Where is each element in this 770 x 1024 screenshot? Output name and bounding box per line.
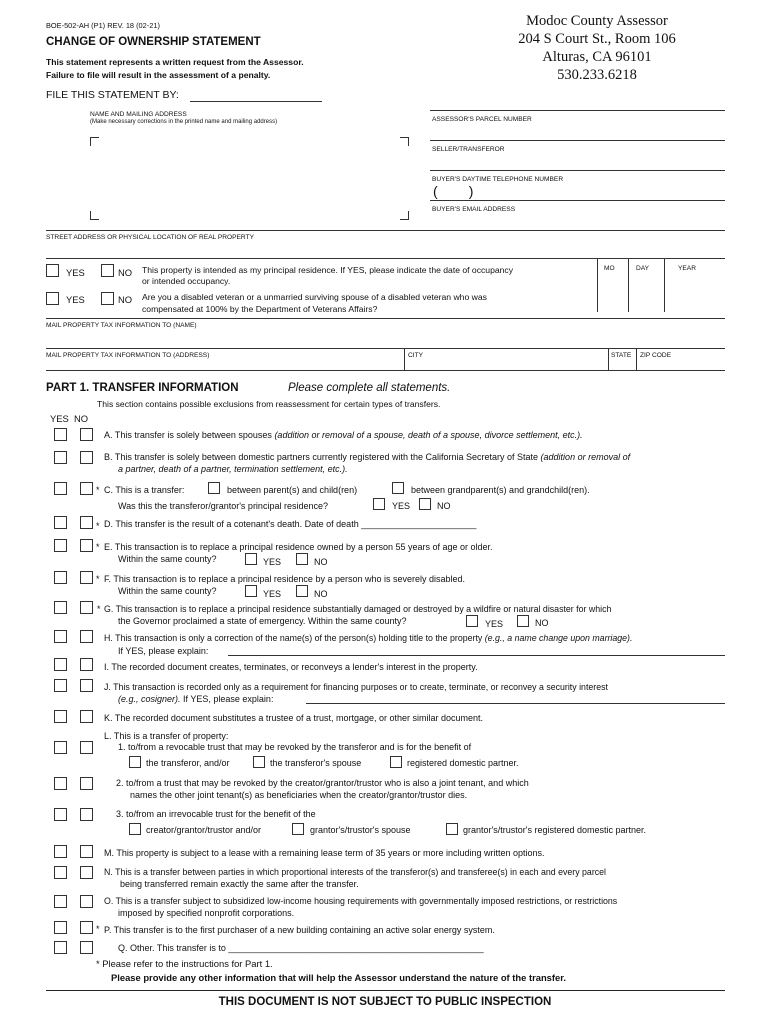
item-n-text: N. This is a transfer between parties in which proportional interests of the transferor(s) and transferee(s) in each and every parcel — [104, 867, 606, 877]
f-county-no-checkbox[interactable] — [296, 585, 308, 597]
item-p-star: * — [96, 924, 100, 934]
veteran-yes-label: YES — [66, 294, 85, 305]
part1-heading: PART 1. TRANSFER INFORMATION — [46, 382, 239, 394]
item-d-no-checkbox[interactable] — [80, 516, 93, 529]
item-f-no-checkbox[interactable] — [80, 571, 93, 584]
occupancy-year-label: YEAR — [678, 265, 696, 272]
item-j-no-checkbox[interactable] — [80, 679, 93, 692]
item-g-yes-checkbox[interactable] — [54, 601, 67, 614]
veteran-no-label: NO — [118, 294, 133, 305]
c-residence-no-checkbox[interactable] — [419, 498, 431, 510]
f-county-question: Within the same county? — [118, 586, 217, 596]
street-location-label: STREET ADDRESS OR PHYSICAL LOCATION OF REAL PROPERTY — [46, 234, 254, 241]
item-q-text: Q. Other. This transfer is to ___________________________________________________ — [118, 943, 484, 953]
c-residence-yes-checkbox[interactable] — [373, 498, 385, 510]
footer-notice: THIS DOCUMENT IS NOT SUBJECT TO PUBLIC INSPECTION — [218, 996, 552, 1008]
f-county-yes-label: YES — [263, 589, 282, 599]
c-residence-yes-label: YES — [392, 501, 411, 511]
g-county-no-label: NO — [535, 618, 549, 628]
residence-yes-checkbox[interactable] — [46, 264, 59, 277]
veteran-question-2: compensated at 100% by the Department of Veterans Affairs? — [142, 304, 378, 314]
mail-address-label: MAIL PROPERTY TAX INFORMATION TO (ADDRESS) — [46, 352, 210, 359]
item-l-text: L. This is a transfer of property: — [104, 731, 229, 741]
item-h-no-checkbox[interactable] — [80, 630, 93, 643]
yes-no-header: YES NO — [50, 413, 89, 424]
zip-label: ZIP CODE — [640, 352, 672, 359]
notice-line-1: This statement represents a written request from the Assessor. — [46, 57, 304, 67]
l3-creator-checkbox[interactable] — [129, 823, 141, 835]
l3-partner-label: grantor's/trustor's registered domestic partner. — [463, 825, 647, 835]
item-c-text: C. This is a transfer: — [104, 485, 185, 495]
f-county-yes-checkbox[interactable] — [245, 585, 257, 597]
assessor-street: 204 S Court St., Room 106 — [518, 31, 676, 47]
item-l2-yes-checkbox[interactable] — [54, 777, 67, 790]
item-e-no-checkbox[interactable] — [80, 539, 93, 552]
occupancy-month-label: MO — [604, 265, 615, 272]
e-county-no-label: NO — [314, 557, 328, 567]
c-parent-child-checkbox[interactable] — [208, 482, 220, 494]
item-i-text: I. The recorded document creates, terminates, or reconveys a lender's interest in the property. — [104, 662, 478, 672]
item-n-yes-checkbox[interactable] — [54, 866, 67, 879]
item-m-text: M. This property is subject to a lease with a remaining lease term of 35 years or more including written options. — [104, 848, 545, 858]
item-q-no-checkbox[interactable] — [80, 941, 93, 954]
c-residence-no-label: NO — [437, 501, 451, 511]
item-o-text: O. This is a transfer subject to subsidized low-income housing requirements with governmentally imposed restrictions, or restrictions — [104, 896, 618, 906]
name-mailing-note: (Make necessary corrections in the printed name and mailing address) — [90, 119, 278, 125]
phone-label: BUYER'S DAYTIME TELEPHONE NUMBER — [432, 176, 564, 183]
assessor-phone: 530.233.6218 — [557, 67, 637, 83]
item-a-yes-checkbox[interactable] — [54, 428, 67, 441]
item-j-text-2: (e.g., cosigner). If YES, please explain: — [118, 694, 274, 704]
item-b-yes-checkbox[interactable] — [54, 451, 67, 464]
item-k-text: K. The recorded document substitutes a trustee of a trust, mortgage, or other similar document. — [104, 713, 484, 723]
item-o-yes-checkbox[interactable] — [54, 895, 67, 908]
item-j-text: J. This transaction is recorded only as a requirement for financing purposes or to create, terminate, or reconvey a security interest — [104, 682, 608, 692]
item-i-yes-checkbox[interactable] — [54, 658, 67, 671]
c-residence-question: Was this the transferor/grantor's principal residence? — [118, 501, 328, 511]
item-e-star: * — [96, 542, 100, 552]
e-county-no-checkbox[interactable] — [296, 553, 308, 565]
item-p-yes-checkbox[interactable] — [54, 921, 67, 934]
item-i-no-checkbox[interactable] — [80, 658, 93, 671]
item-m-yes-checkbox[interactable] — [54, 845, 67, 858]
assessor-name: Modoc County Assessor — [526, 13, 668, 29]
residence-yes-label: YES — [66, 267, 85, 278]
item-g-text: G. This transaction is to replace a principal residence substantially damaged or destroyed by a wildfire or natural disaster for which — [104, 604, 612, 614]
item-d-yes-checkbox[interactable] — [54, 516, 67, 529]
item-n-no-checkbox[interactable] — [80, 866, 93, 879]
item-l2-text-2: names the other joint tenant(s) as beneficiaries when the creator/grantor/trustor dies. — [130, 790, 468, 800]
seller-label: SELLER/TRANSFEROR — [432, 146, 505, 153]
item-g-star: * — [97, 604, 101, 614]
item-b-text-2: a partner, death of a partner, termination settlement, etc.). — [118, 464, 348, 474]
item-p-text: P. This transfer is to the first purchaser of a new building containing an active solar energy system. — [104, 925, 495, 935]
item-f-yes-checkbox[interactable] — [54, 571, 67, 584]
part1-intro: This section contains possible exclusions from reassessment for certain types of transfers. — [97, 399, 441, 409]
f-county-no-label: NO — [314, 589, 328, 599]
item-a-text: A. This transfer is solely between spouses (addition or removal of a spouse, death of a spouse, divorce settlement, etc.). — [104, 430, 583, 440]
item-n-text-2: being transferred remain exactly the same after the transfer. — [120, 879, 359, 889]
item-b-no-checkbox[interactable] — [80, 451, 93, 464]
form-id: BOE-502-AH (P1) REV. 18 (02-21) — [46, 21, 160, 30]
item-l1-no-checkbox[interactable] — [80, 741, 93, 754]
item-o-no-checkbox[interactable] — [80, 895, 93, 908]
item-l2-text: 2. to/from a trust that may be revoked by the creator/grantor/trustor who is also a joint tenant, and which — [116, 778, 529, 788]
item-c-yes-checkbox[interactable] — [54, 482, 67, 495]
state-label: STATE — [611, 352, 632, 359]
item-d-text: D. This transfer is the result of a cotenant's death. Date of death _______________________ — [104, 519, 477, 529]
item-k-no-checkbox[interactable] — [80, 710, 93, 723]
c-grandparent-label: between grandparent(s) and grandchild(ren). — [411, 485, 590, 495]
h-explain-label: If YES, please explain: — [118, 646, 209, 656]
c-grandparent-checkbox[interactable] — [392, 482, 404, 494]
item-q-yes-checkbox[interactable] — [54, 941, 67, 954]
item-e-yes-checkbox[interactable] — [54, 539, 67, 552]
item-h-yes-checkbox[interactable] — [54, 630, 67, 643]
corner-mark-br — [400, 211, 409, 220]
item-l1-yes-checkbox[interactable] — [54, 741, 67, 754]
part1-subheading: Please complete all statements. — [288, 382, 451, 394]
l3-partner-checkbox[interactable] — [446, 823, 458, 835]
phone-parens: ( ) — [433, 183, 474, 199]
g-county-question: the Governor proclaimed a state of emergency. Within the same county? — [118, 616, 407, 626]
assessor-block — [480, 12, 714, 84]
item-m-no-checkbox[interactable] — [80, 845, 93, 858]
residence-question: This property is intended as my principal residence. If YES, please indicate the date of occupancy — [142, 265, 514, 275]
form-title: CHANGE OF OWNERSHIP STATEMENT — [46, 36, 261, 48]
city-label: CITY — [408, 352, 424, 359]
assessor-city: Alturas, CA 96101 — [542, 49, 652, 65]
email-label: BUYER'S EMAIL ADDRESS — [432, 206, 516, 213]
l1-partner-label: registered domestic partner. — [407, 758, 519, 768]
g-county-no-checkbox[interactable] — [517, 615, 529, 627]
l1-spouse-label: the transferor's spouse — [270, 758, 362, 768]
corner-mark-bl — [90, 211, 99, 220]
veteran-question: Are you a disabled veteran or a unmarried surviving spouse of a disabled veteran who was — [142, 292, 487, 302]
l3-creator-label: creator/grantor/trustor and/or — [146, 825, 262, 835]
item-l2-no-checkbox[interactable] — [80, 777, 93, 790]
h-explain-line[interactable] — [228, 655, 725, 656]
mail-name-label: MAIL PROPERTY TAX INFORMATION TO (NAME) — [46, 322, 197, 329]
l1-transferor-checkbox[interactable] — [129, 756, 141, 768]
footnote-bold: Please provide any other information that will help the Assessor understand the nature of the transfer. — [111, 972, 566, 983]
item-f-text: F. This transaction is to replace a principal residence by a person who is severely disabled. — [104, 574, 466, 584]
item-l3-no-checkbox[interactable] — [80, 808, 93, 821]
item-b-text: B. This transfer is solely between domestic partners currently registered with the California Secretary of State (addition or removal of — [104, 452, 631, 462]
item-j-yes-checkbox[interactable] — [54, 679, 67, 692]
item-a-no-checkbox[interactable] — [80, 428, 93, 441]
item-o-text-2: imposed by specified nonprofit corporations. — [118, 908, 295, 918]
l1-partner-checkbox[interactable] — [390, 756, 402, 768]
item-k-yes-checkbox[interactable] — [54, 710, 67, 723]
residence-no-label: NO — [118, 267, 133, 278]
l1-spouse-checkbox[interactable] — [253, 756, 265, 768]
l1-transferor-label: the transferor, and/or — [146, 758, 230, 768]
veteran-no-checkbox[interactable] — [101, 292, 114, 305]
j-explain-line[interactable] — [306, 703, 725, 704]
l3-spouse-label: grantor's/trustor's spouse — [310, 825, 411, 835]
item-l1-text: 1. to/from a revocable trust that may be revoked by the transferor and is for the benefit of — [118, 742, 472, 752]
item-l3-text: 3. to/from an irrevocable trust for the benefit of the — [116, 809, 316, 819]
item-f-star: * — [96, 574, 100, 584]
item-h-text: H. This transaction is only a correction of the name(s) of the person(s) holding title to the property (e.g., a name change upon marriage). — [104, 633, 633, 643]
occupancy-day-label: DAY — [636, 265, 650, 272]
item-d-star: * — [96, 521, 100, 531]
file-by-label: FILE THIS STATEMENT BY: — [46, 89, 179, 101]
item-e-text: E. This transaction is to replace a principal residence owned by a person 55 years of age or older. — [104, 542, 493, 552]
item-p-no-checkbox[interactable] — [80, 921, 93, 934]
corner-mark-tr — [400, 137, 409, 146]
residence-question-2: or intended occupancy. — [142, 276, 231, 286]
e-county-question: Within the same county? — [118, 554, 217, 564]
name-mailing-label: NAME AND MAILING ADDRESS — [90, 111, 187, 118]
veteran-yes-checkbox[interactable] — [46, 292, 59, 305]
parcel-label: ASSESSOR'S PARCEL NUMBER — [432, 116, 532, 123]
e-county-yes-checkbox[interactable] — [245, 553, 257, 565]
file-by-line — [190, 101, 322, 102]
g-county-yes-label: YES — [485, 619, 504, 629]
corner-mark-tl — [90, 137, 99, 146]
notice-line-2: Failure to file will result in the assessment of a penalty. — [46, 70, 271, 80]
item-g-no-checkbox[interactable] — [80, 601, 93, 614]
residence-no-checkbox[interactable] — [101, 264, 114, 277]
l3-spouse-checkbox[interactable] — [292, 823, 304, 835]
footnote: * Please refer to the instructions for Part 1. — [96, 958, 273, 969]
e-county-yes-label: YES — [263, 557, 282, 567]
item-c-no-checkbox[interactable] — [80, 482, 93, 495]
c-parent-child-label: between parent(s) and child(ren) — [227, 485, 358, 495]
item-c-star: * — [96, 485, 100, 495]
g-county-yes-checkbox[interactable] — [466, 615, 478, 627]
item-l3-yes-checkbox[interactable] — [54, 808, 67, 821]
